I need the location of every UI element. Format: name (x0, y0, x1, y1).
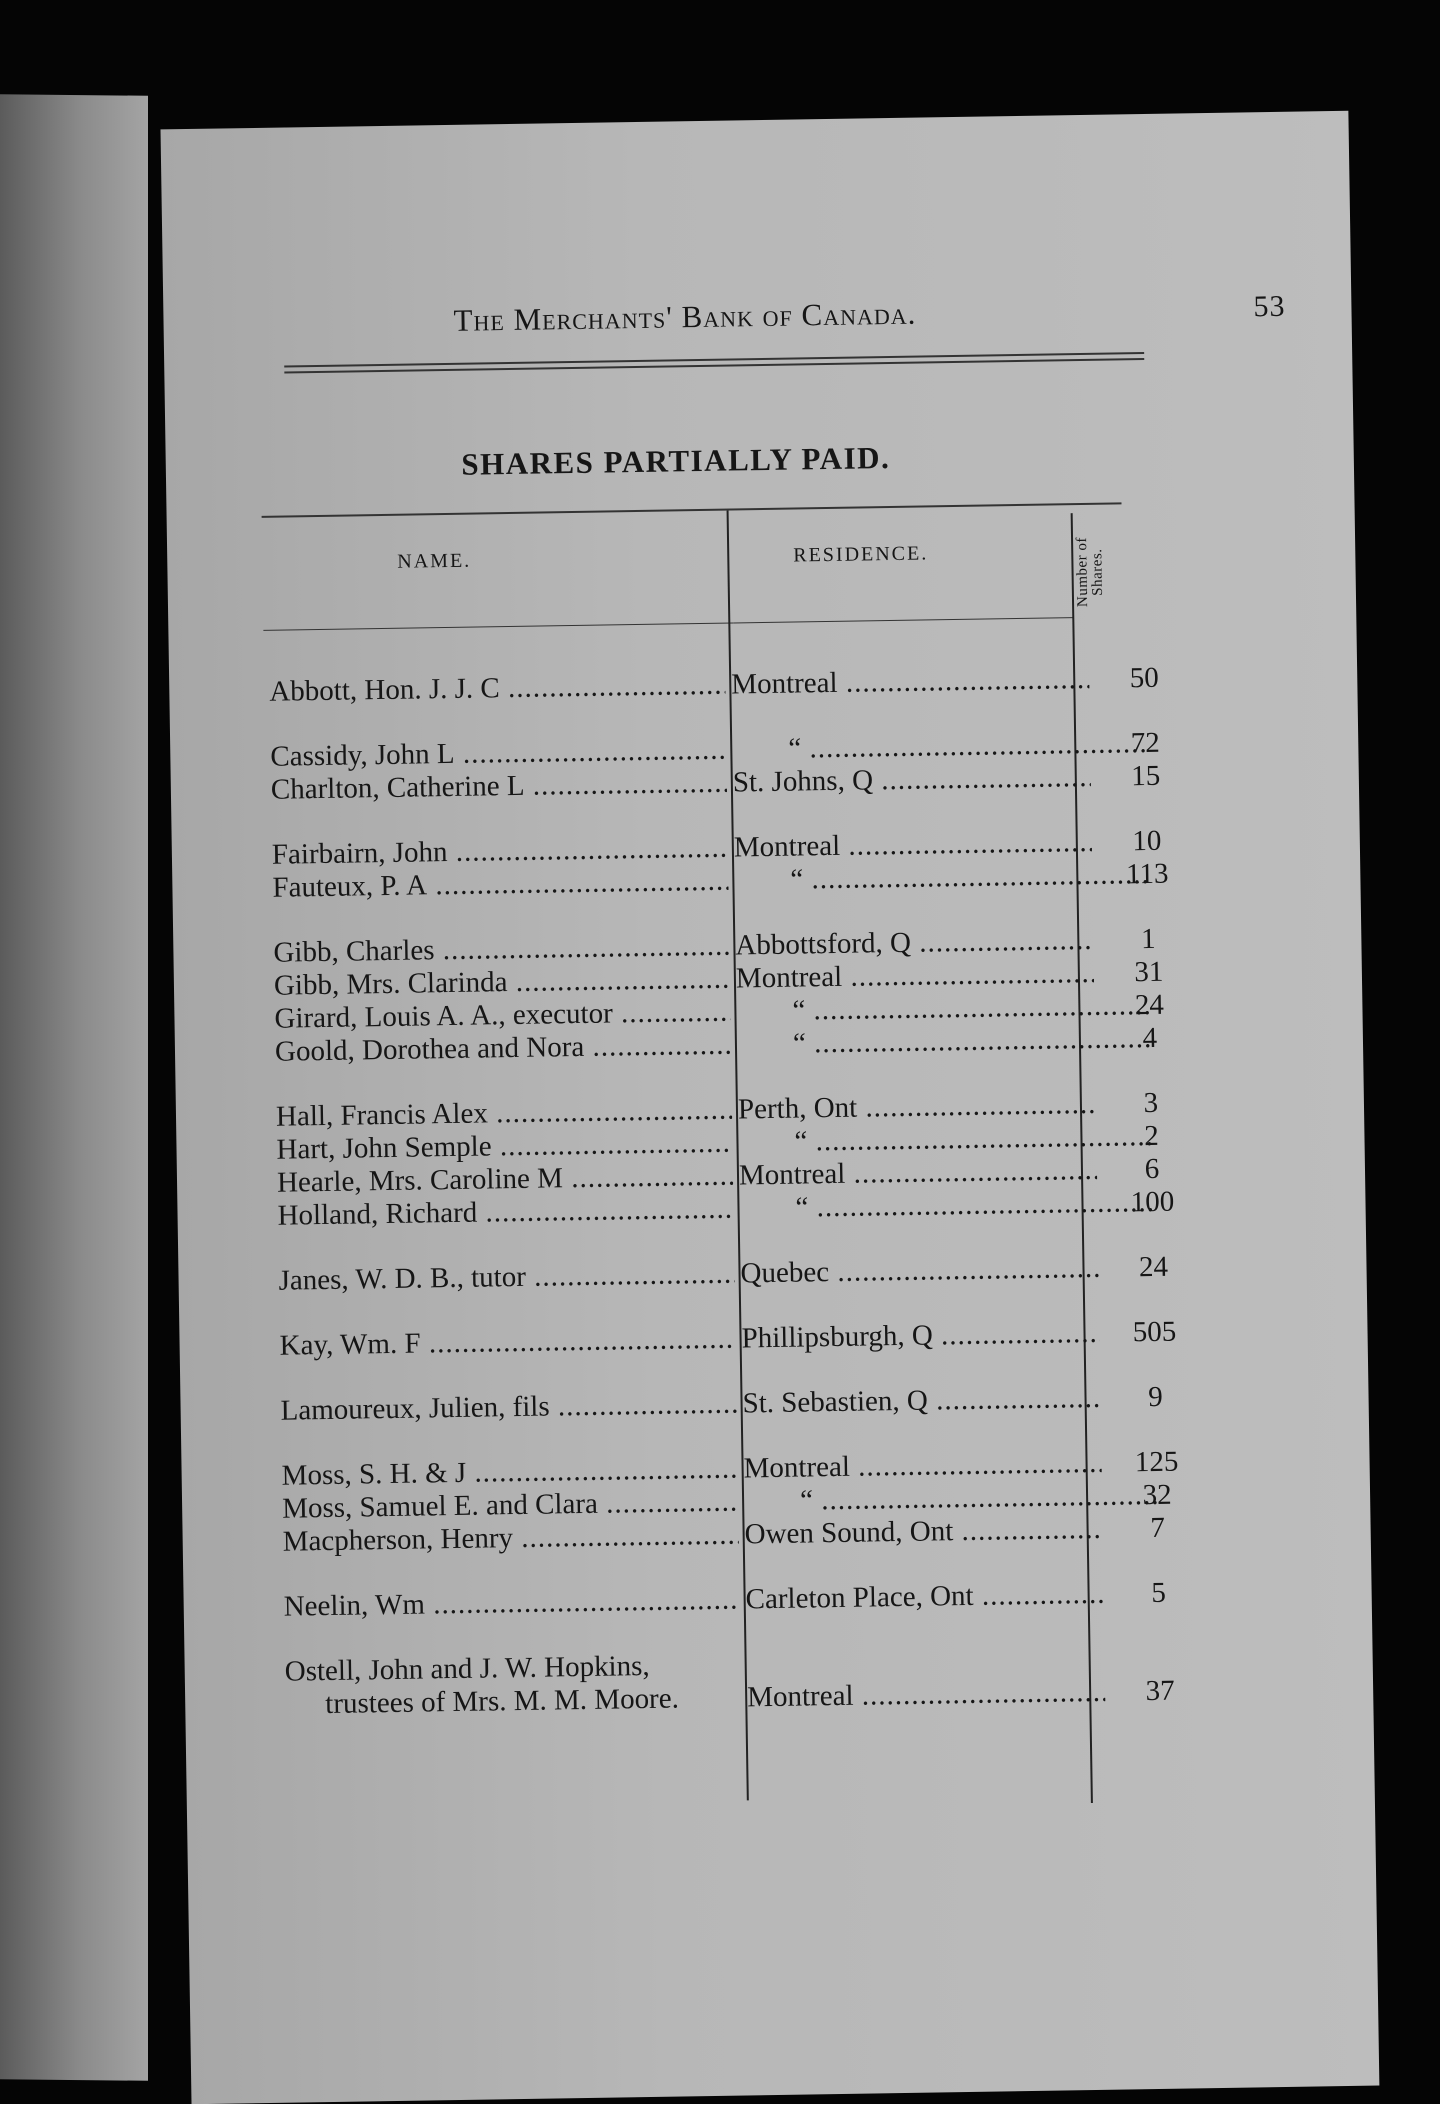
share-count: 1 (1140, 922, 1156, 956)
share-count: 5 (1151, 1576, 1167, 1610)
shareholder-name: Hearle, Mrs. Caroline M ..... (277, 1160, 733, 1200)
share-count: 31 (1134, 955, 1164, 989)
entry-group (283, 1576, 1167, 1624)
shareholder-residence: “ ..... (737, 1022, 1151, 1061)
share-count: 6 (1144, 1152, 1160, 1186)
share-count: 50 (1129, 661, 1159, 695)
shareholder-name: Janes, W. D. B., tutor ..... (278, 1258, 734, 1298)
entry-group (281, 1445, 1179, 1558)
share-count: 24 (1138, 1250, 1169, 1284)
shareholder-residence (746, 1643, 1104, 1649)
share-count: 2 (1143, 1119, 1159, 1153)
shareholder-residence: Montreal ..... (731, 663, 1089, 702)
shareholder-name: Hart, John Semple ..... (276, 1127, 732, 1167)
share-count: 113 (1125, 857, 1169, 891)
shareholder-residence: “ ..... (738, 1120, 1152, 1159)
shareholder-name: trustees of Mrs. M. M. Moore. (325, 1682, 680, 1721)
shareholder-name: Lamoureux, Julien, fils ..... (280, 1388, 736, 1428)
shareholder-name: Holland, Richard ..... (277, 1193, 733, 1233)
column-header-residence: RESIDENCE. (793, 542, 929, 567)
shareholder-name: Fauteux, P. A ..... (272, 865, 728, 905)
shareholder-name: Neelin, Wm ..... (283, 1584, 739, 1624)
section-title: SHARES PARTIALLY PAID. (461, 440, 891, 482)
shareholder-residence: Perth, Ont ..... (738, 1088, 1096, 1127)
column-header-shares: Number of Shares. (1074, 536, 1106, 608)
shareholder-residence: St. Sebastien, Q ..... (742, 1382, 1100, 1421)
share-count: 3 (1143, 1086, 1159, 1120)
table-top-rule (262, 502, 1122, 518)
running-head (453, 289, 1313, 339)
shareholder-name: Charlton, Catherine L ..... (271, 767, 727, 807)
entry-group (273, 922, 1165, 1068)
share-count: 72 (1130, 726, 1161, 760)
entry-group (269, 661, 1159, 709)
running-title: The Merchants' Bank of Canada. (453, 295, 917, 338)
share-count: 15 (1131, 759, 1161, 793)
shareholder-residence: “ ..... (744, 1479, 1158, 1518)
entry-group (278, 1250, 1169, 1298)
shareholder-residence: St. Johns, Q ..... (733, 761, 1091, 800)
shareholder-residence: Carleton Place, Ont ..... (745, 1578, 1103, 1617)
shareholder-name: Girard, Louis A. A., executor ..... (274, 996, 730, 1036)
shareholder-residence: “ ..... (739, 1186, 1153, 1225)
share-count: 7 (1150, 1511, 1166, 1545)
column-header-name: NAME. (397, 549, 472, 573)
book-gutter (148, 105, 162, 2080)
table-row (279, 1315, 1177, 1363)
share-count: 9 (1148, 1380, 1164, 1414)
book-page (161, 111, 1380, 2104)
shareholder-residence: “ ..... (736, 989, 1150, 1028)
share-count: 10 (1132, 824, 1162, 858)
entry-group (280, 1380, 1164, 1428)
shareholder-residence: Owen Sound, Ont ..... (744, 1513, 1102, 1552)
residence-header-rule (733, 617, 1073, 623)
table-row (278, 1250, 1169, 1298)
shareholder-name: Abbott, Hon. J. J. C ..... (269, 669, 725, 709)
share-count (1116, 1641, 1202, 1642)
entry-group (284, 1642, 1175, 1722)
shareholder-residence: Quebec ..... (740, 1252, 1098, 1291)
shareholder-name: Cassidy, John L ..... (270, 734, 726, 774)
name-header-rule (263, 623, 733, 631)
shareholder-residence: Montreal ..... (734, 826, 1092, 865)
share-count: 100 (1130, 1185, 1175, 1219)
shareholder-residence: Abbottsford, Q ..... (735, 924, 1093, 963)
page-number: 53 (1253, 289, 1286, 324)
shareholder-name: Ostell, John and J. W. Hopkins, (284, 1649, 650, 1688)
shareholder-name: Kay, Wm. F ..... (279, 1323, 735, 1363)
entry-group (270, 726, 1161, 807)
entry-group (275, 1086, 1175, 1232)
shareholder-name: Goold, Dorothea and Nora ..... (275, 1029, 731, 1069)
shareholder-name: Moss, Samuel E. and Clara ..... (282, 1486, 738, 1526)
share-count: 37 (1145, 1674, 1175, 1708)
table-row (283, 1576, 1167, 1624)
shareholder-residence: Montreal ..... (747, 1676, 1105, 1715)
share-count: 24 (1134, 988, 1165, 1022)
shareholder-name: Gibb, Mrs. Clarinda ..... (274, 963, 730, 1003)
shareholder-name: Gibb, Charles ..... (273, 930, 729, 970)
share-count: 32 (1142, 1478, 1172, 1512)
shareholder-name: Hall, Francis Alex ..... (276, 1094, 732, 1134)
share-count: 505 (1132, 1315, 1177, 1349)
shareholder-residence: Phillipsburgh, Q ..... (741, 1317, 1099, 1356)
share-count: 4 (1142, 1021, 1158, 1055)
facing-page-edge (0, 94, 148, 2081)
entry-group (271, 824, 1169, 905)
table-row (269, 661, 1159, 709)
shareholder-name: Fairbairn, John ..... (272, 832, 728, 872)
shareholder-residence: “ ..... (734, 858, 1148, 897)
share-count: 125 (1134, 1445, 1179, 1479)
shareholder-residence: Montreal ..... (736, 957, 1094, 996)
shareholder-residence: “ ..... (732, 727, 1146, 766)
shareholder-name: Moss, S. H. & J ..... (281, 1453, 737, 1493)
shareholder-name: Macpherson, Henry ..... (282, 1519, 738, 1559)
shareholder-residence: Montreal ..... (743, 1447, 1101, 1486)
entry-group (279, 1315, 1177, 1363)
shareholder-residence: Montreal ..... (739, 1154, 1097, 1193)
table-row (280, 1380, 1164, 1428)
